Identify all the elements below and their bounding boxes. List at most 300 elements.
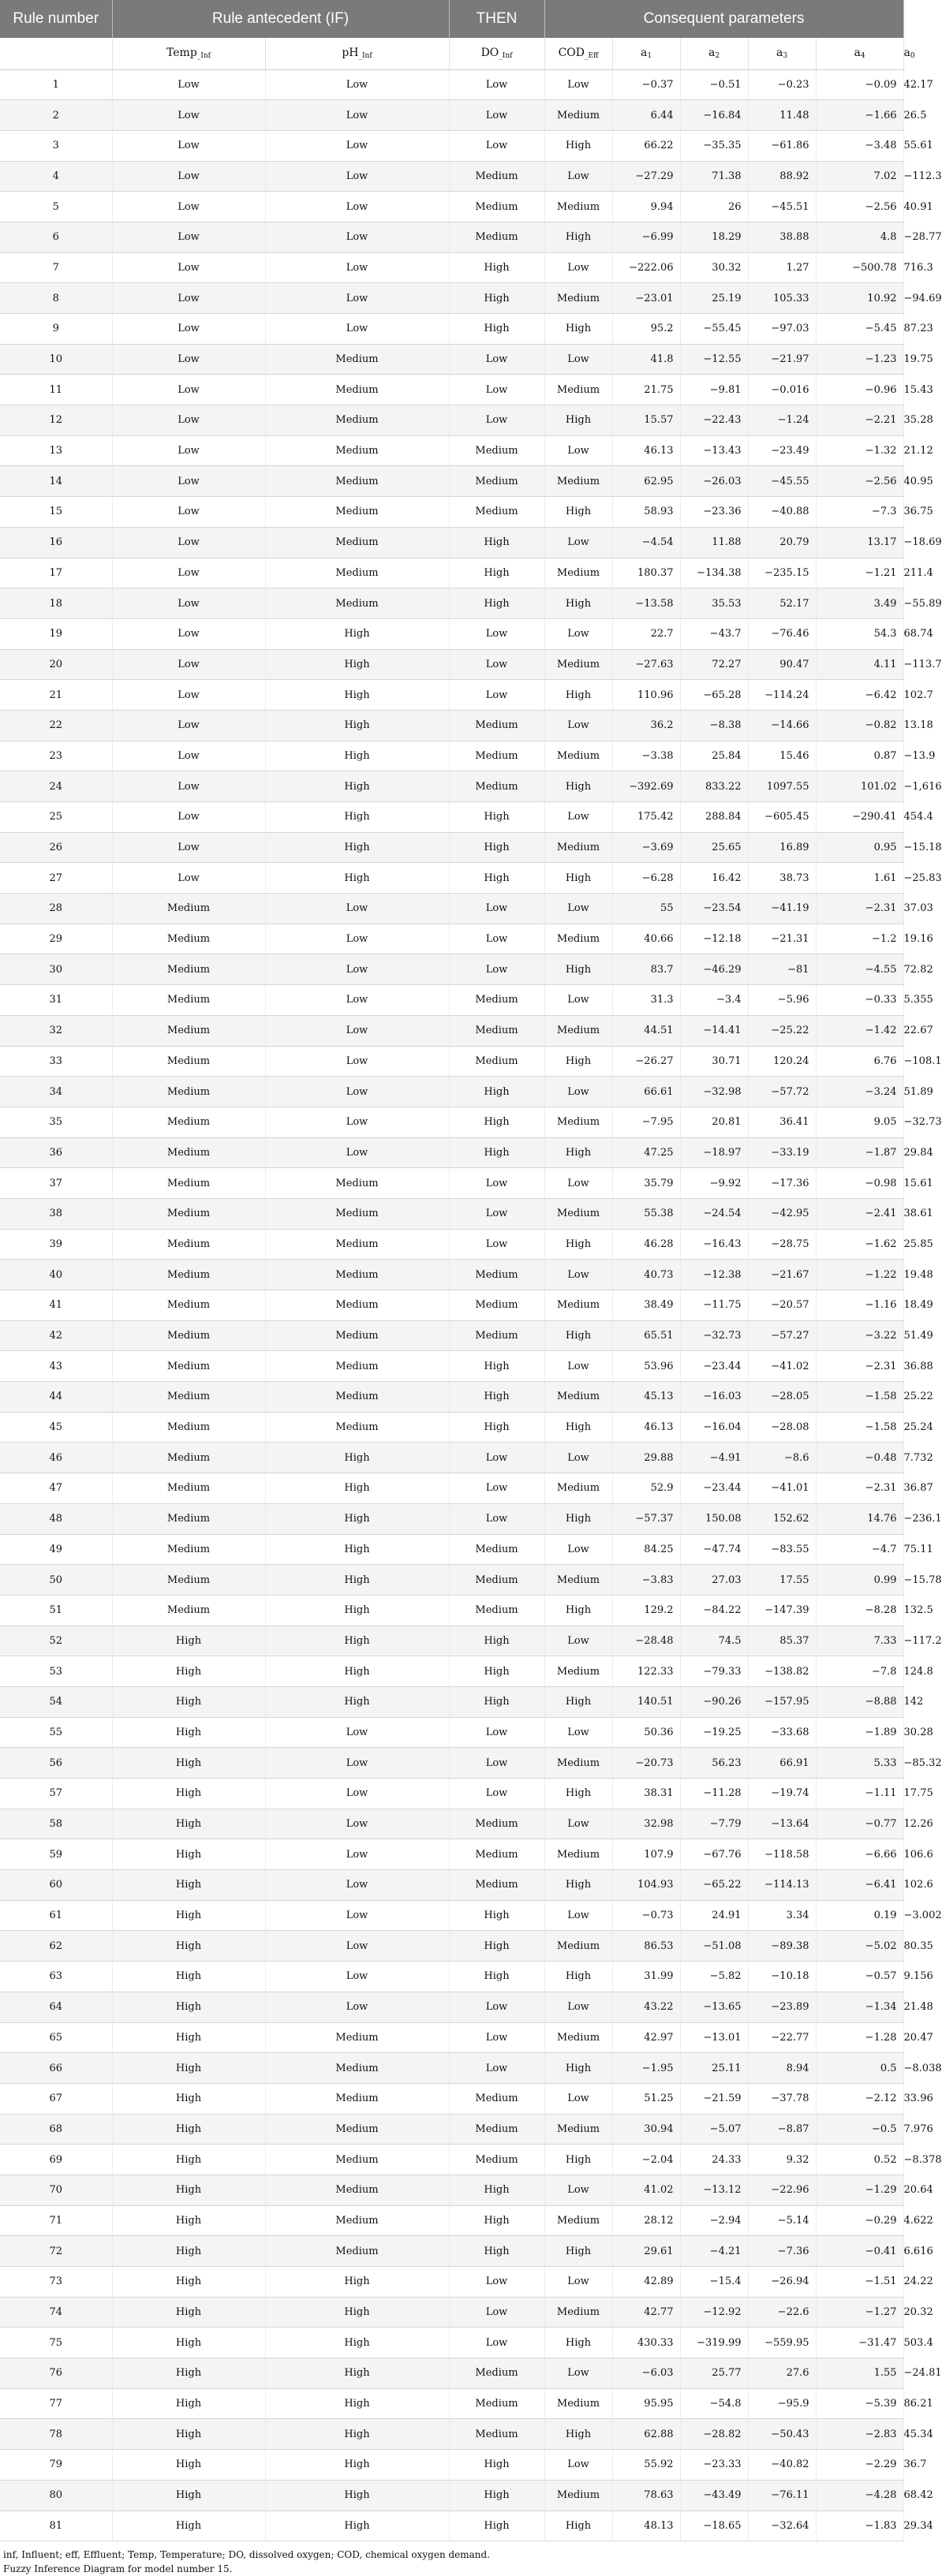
cell-ph: Medium [265, 2145, 449, 2175]
cell-a2: 71.38 [680, 161, 748, 192]
cell-cod: Low [544, 2267, 612, 2298]
footnotes [0, 2541, 903, 2576]
cell-a2: −55.45 [680, 314, 748, 345]
cell-do: Medium [449, 1320, 544, 1351]
cell-cod: Low [544, 1626, 612, 1656]
cell-do: Low [449, 680, 544, 711]
cell-temp: Medium [112, 1473, 265, 1504]
subheader-a2-sub: 2 [715, 52, 720, 61]
table-row: 75 High High Low High 430.33 −319.99 −559.95 −31.47 503.4 [0, 2328, 903, 2358]
cell-a2: −15.4 [680, 2267, 748, 2298]
cell-a3: 36.41 [748, 1107, 816, 1137]
cell-a3: 152.62 [748, 1503, 816, 1534]
cell-a1: 175.42 [612, 802, 680, 833]
cell-a3: −21.67 [748, 1260, 816, 1290]
cell-do: High [449, 1382, 544, 1413]
cell-a3: −147.39 [748, 1595, 816, 1626]
cell-temp: Medium [112, 1534, 265, 1565]
cell-do: Medium [449, 985, 544, 1016]
cell-do: High [449, 1626, 544, 1656]
cell-rule-number: 52 [0, 1626, 112, 1656]
cell-temp: High [112, 1809, 265, 1839]
cell-ph: High [265, 2511, 449, 2541]
table-row: 49 Medium High Medium Low 84.25 −47.74 −83.55 −4.7 75.11 [0, 1534, 903, 1565]
cell-a3: 9.32 [748, 2145, 816, 2175]
table-row: 74 High High Low Medium 42.77 −12.92 −22.6 −1.27 20.32 [0, 2297, 903, 2328]
subheader-cod [544, 38, 612, 69]
cell-a2: −43.49 [680, 2480, 748, 2511]
cell-cod: High [544, 1320, 612, 1351]
cell-cod: High [544, 1229, 612, 1260]
cell-cod: Medium [544, 832, 612, 863]
cell-a3: 52.17 [748, 588, 816, 619]
cell-a2: −5.82 [680, 1962, 748, 1992]
cell-a3: −45.55 [748, 466, 816, 497]
cell-a2: 25.11 [680, 2053, 748, 2084]
cell-cod: Medium [544, 1931, 612, 1962]
cell-a4: −31.47 [816, 2328, 903, 2358]
cell-cod: Low [544, 435, 612, 466]
table-row: 5 Low Low Medium Medium 9.94 26 −45.51 −2.56 40.91 [0, 192, 903, 222]
cell-ph: High [265, 1534, 449, 1565]
cell-ph: Medium [265, 558, 449, 588]
cell-do: Low [449, 894, 544, 924]
cell-a3: −33.19 [748, 1137, 816, 1168]
cell-cod: Low [544, 1717, 612, 1748]
cell-a4: 3.49 [816, 588, 903, 619]
table-row: 10 Low Medium Low Low 41.8 −12.55 −21.97 −1.23 19.75 [0, 344, 903, 375]
cell-a3: 20.79 [748, 527, 816, 558]
cell-temp: Low [112, 466, 265, 497]
cell-a4: −1.21 [816, 558, 903, 588]
table-row: 38 Medium Medium Low Medium 55.38 −24.54 −42.95 −2.41 38.61 [0, 1198, 903, 1229]
cell-a1: −0.73 [612, 1900, 680, 1931]
cell-a3: 8.94 [748, 2053, 816, 2084]
table-row: 72 High Medium High High 29.61 −4.21 −7.36 −0.41 6.616 [0, 2236, 903, 2267]
cell-a3: −22.77 [748, 2022, 816, 2053]
cell-rule-number: 32 [0, 1015, 112, 1046]
subheader-ph-base: pH [342, 47, 359, 60]
table-row: 76 High High Medium Low −6.03 25.77 27.6 1.55 −24.81 [0, 2358, 903, 2389]
cell-a1: 41.02 [612, 2175, 680, 2205]
cell-do: Low [449, 1229, 544, 1260]
cell-a1: 95.95 [612, 2388, 680, 2419]
cell-a1: 35.79 [612, 1168, 680, 1199]
table-row: 45 Medium Medium High High 46.13 −16.04 −28.08 −1.58 25.24 [0, 1412, 903, 1443]
cell-temp: High [112, 2267, 265, 2298]
cell-a2: −9.81 [680, 375, 748, 405]
cell-a3: −235.15 [748, 558, 816, 588]
table-row: 56 High Low Low Medium −20.73 56.23 66.91 5.33 −85.32 [0, 1748, 903, 1779]
cell-a2: −16.43 [680, 1229, 748, 1260]
cell-temp: Low [112, 192, 265, 222]
cell-do: Medium [449, 2114, 544, 2145]
cell-a2: 833.22 [680, 771, 748, 802]
cell-a4: 0.52 [816, 2145, 903, 2175]
cell-a2: −43.7 [680, 618, 748, 649]
cell-cod: Medium [544, 1565, 612, 1596]
cell-a4: 101.02 [816, 771, 903, 802]
table-row: 41 Medium Medium Medium Medium 38.49 −11.75 −20.57 −1.16 18.49 [0, 1290, 903, 1321]
cell-rule-number: 55 [0, 1717, 112, 1748]
cell-ph: Medium [265, 527, 449, 558]
cell-a3: −21.31 [748, 924, 816, 954]
table-row: 60 High Low Medium High 104.93 −65.22 −114.13 −6.41 102.6 [0, 1870, 903, 1901]
cell-do: High [449, 1931, 544, 1962]
cell-do: Low [449, 1168, 544, 1199]
cell-temp: Low [112, 130, 265, 161]
cell-rule-number: 23 [0, 741, 112, 771]
cell-a2: −14.41 [680, 1015, 748, 1046]
cell-ph: Medium [265, 1290, 449, 1321]
cell-ph: High [265, 2267, 449, 2298]
cell-a1: 430.33 [612, 2328, 680, 2358]
cell-a4: 0.87 [816, 741, 903, 771]
cell-a3: −25.22 [748, 1015, 816, 1046]
table-row: 57 High Low Low High 38.31 −11.28 −19.74 −1.11 17.75 [0, 1779, 903, 1809]
cell-ph: High [265, 1595, 449, 1626]
cell-temp: Low [112, 435, 265, 466]
cell-cod: High [544, 130, 612, 161]
cell-a1: 29.61 [612, 2236, 680, 2267]
cell-a3: −32.64 [748, 2511, 816, 2541]
cell-rule-number: 63 [0, 1962, 112, 1992]
cell-ph: Medium [265, 497, 449, 528]
cell-a2: −16.84 [680, 100, 748, 131]
cell-a2: −18.97 [680, 1137, 748, 1168]
cell-a1: 95.2 [612, 314, 680, 345]
cell-rule-number: 4 [0, 161, 112, 192]
cell-ph: High [265, 863, 449, 894]
cell-a3: 15.46 [748, 741, 816, 771]
table-row: 11 Low Medium Low Medium 21.75 −9.81 −0.016 −0.96 15.43 [0, 375, 903, 405]
table-row: 24 Low High Medium High −392.69 833.22 1097.55 101.02 −1,616 [0, 771, 903, 802]
cell-a2: 25.77 [680, 2358, 748, 2389]
cell-temp: Low [112, 558, 265, 588]
cell-a4: −3.22 [816, 1320, 903, 1351]
table-row: 54 High High High High 140.51 −90.26 −157.95 −8.88 142 [0, 1686, 903, 1717]
table-row: 80 High High High Medium 78.63 −43.49 −76.11 −4.28 68.42 [0, 2480, 903, 2511]
table-row: 12 Low Medium Low High 15.57 −22.43 −1.24 −2.21 35.28 [0, 405, 903, 436]
cell-do: Medium [449, 497, 544, 528]
cell-a1: 48.13 [612, 2511, 680, 2541]
cell-a1: −6.28 [612, 863, 680, 894]
subheader-a3-base: a [776, 47, 783, 60]
table-row: 6 Low Low Medium High −6.99 18.29 38.88 4.8 −28.77 [0, 222, 903, 252]
table-row: 43 Medium Medium High Low 53.96 −23.44 −41.02 −2.31 36.88 [0, 1351, 903, 1382]
cell-a1: −222.06 [612, 252, 680, 283]
cell-ph: High [265, 802, 449, 833]
cell-a2: −67.76 [680, 1839, 748, 1870]
cell-a1: 38.31 [612, 1779, 680, 1809]
cell-ph: Low [265, 1717, 449, 1748]
cell-temp: Medium [112, 954, 265, 985]
cell-rule-number: 81 [0, 2511, 112, 2541]
header-then: THEN [449, 0, 544, 38]
table-row: 63 High Low High High 31.99 −5.82 −10.18 −0.57 9.156 [0, 1962, 903, 1992]
cell-do: Low [449, 375, 544, 405]
cell-a4: −2.31 [816, 1351, 903, 1382]
cell-temp: High [112, 2511, 265, 2541]
cell-do: Medium [449, 192, 544, 222]
cell-ph: Low [265, 1137, 449, 1168]
cell-do: Medium [449, 1839, 544, 1870]
cell-a4: −6.41 [816, 1870, 903, 1901]
cell-rule-number: 14 [0, 466, 112, 497]
cell-a4: −4.28 [816, 2480, 903, 2511]
cell-a4: −1.28 [816, 2022, 903, 2053]
cell-a2: −21.59 [680, 2083, 748, 2114]
cell-a3: −118.58 [748, 1839, 816, 1870]
cell-a1: 40.73 [612, 1260, 680, 1290]
table-row: 78 High High Medium High 62.88 −28.82 −50.43 −2.83 45.34 [0, 2419, 903, 2450]
cell-ph: Low [265, 924, 449, 954]
cell-a4: −4.7 [816, 1534, 903, 1565]
cell-cod: Low [544, 1534, 612, 1565]
cell-a3: −0.23 [748, 69, 816, 100]
cell-rule-number: 3 [0, 130, 112, 161]
cell-rule-number: 16 [0, 527, 112, 558]
cell-ph: Medium [265, 1320, 449, 1351]
cell-rule-number: 13 [0, 435, 112, 466]
cell-a2: −23.54 [680, 894, 748, 924]
cell-rule-number: 22 [0, 710, 112, 741]
cell-ph: High [265, 2419, 449, 2450]
table-row: 19 Low High Low Low 22.7 −43.7 −76.46 54.3 68.74 [0, 618, 903, 649]
cell-do: High [449, 832, 544, 863]
cell-temp: Low [112, 100, 265, 131]
cell-temp: Low [112, 405, 265, 436]
cell-a3: −8.6 [748, 1443, 816, 1473]
cell-a1: 110.96 [612, 680, 680, 711]
cell-a1: 122.33 [612, 1656, 680, 1687]
cell-temp: High [112, 2328, 265, 2358]
cell-temp: High [112, 2114, 265, 2145]
subheader-a1-base: a [640, 47, 648, 60]
cell-temp: Medium [112, 1595, 265, 1626]
cell-a1: 66.61 [612, 1077, 680, 1107]
cell-do: Medium [449, 1534, 544, 1565]
table-row: 37 Medium Medium Low Low 35.79 −9.92 −17.36 −0.98 15.61 [0, 1168, 903, 1199]
cell-temp: Medium [112, 1015, 265, 1046]
table-row: 69 High Medium Medium High −2.04 24.33 9.32 0.52 −8.378 [0, 2145, 903, 2175]
cell-temp: High [112, 1962, 265, 1992]
cell-a4: −2.56 [816, 466, 903, 497]
cell-a4: −1.34 [816, 1992, 903, 2022]
cell-a4: −2.31 [816, 894, 903, 924]
cell-do: High [449, 2205, 544, 2236]
cell-temp: High [112, 2358, 265, 2389]
cell-a3: 11.48 [748, 100, 816, 131]
cell-a3: −559.95 [748, 2328, 816, 2358]
cell-a3: 85.37 [748, 1626, 816, 1656]
cell-a1: −6.03 [612, 2358, 680, 2389]
cell-do: Low [449, 1992, 544, 2022]
cell-do: Low [449, 618, 544, 649]
cell-cod: High [544, 2511, 612, 2541]
cell-ph: High [265, 771, 449, 802]
cell-cod: Medium [544, 649, 612, 680]
cell-cod: High [544, 1503, 612, 1534]
cell-rule-number: 5 [0, 192, 112, 222]
subheader-do-sub: _Inf [499, 52, 513, 61]
cell-a1: −28.48 [612, 1626, 680, 1656]
cell-cod: Medium [544, 1198, 612, 1229]
cell-a2: 30.71 [680, 1046, 748, 1077]
cell-a3: −40.82 [748, 2450, 816, 2481]
cell-temp: High [112, 1686, 265, 1717]
cell-a4: 0.95 [816, 832, 903, 863]
cell-a2: 30.32 [680, 252, 748, 283]
cell-cod: Low [544, 2358, 612, 2389]
cell-do: Medium [449, 1595, 544, 1626]
cell-a2: −13.12 [680, 2175, 748, 2205]
cell-rule-number: 31 [0, 985, 112, 1016]
cell-a2: −51.08 [680, 1931, 748, 1962]
table-row: 34 Medium Low High Low 66.61 −32.98 −57.72 −3.24 51.89 [0, 1077, 903, 1107]
table-row: 68 High Medium Medium Medium 30.94 −5.07 −8.87 −0.5 7.976 [0, 2114, 903, 2145]
cell-cod: Medium [544, 466, 612, 497]
table-row: 52 High High High Low −28.48 74.5 85.37 7.33 −117.2 [0, 1626, 903, 1656]
cell-do: High [449, 2236, 544, 2267]
cell-cod: Low [544, 252, 612, 283]
cell-ph: Low [265, 1931, 449, 1962]
cell-a4: 1.55 [816, 2358, 903, 2389]
cell-a1: 51.25 [612, 2083, 680, 2114]
cell-rule-number: 78 [0, 2419, 112, 2450]
cell-rule-number: 43 [0, 1351, 112, 1382]
cell-temp: Medium [112, 1260, 265, 1290]
cell-ph: Medium [265, 2053, 449, 2084]
cell-rule-number: 68 [0, 2114, 112, 2145]
cell-do: High [449, 1686, 544, 1717]
cell-a1: 43.22 [612, 1992, 680, 2022]
cell-a4: 10.92 [816, 283, 903, 314]
cell-ph: Low [265, 1748, 449, 1779]
table-row: 35 Medium Low High Medium −7.95 20.81 36.41 9.05 −32.73 [0, 1107, 903, 1137]
cell-do: High [449, 588, 544, 619]
cell-ph: Medium [265, 2175, 449, 2205]
cell-rule-number: 30 [0, 954, 112, 985]
cell-temp: Medium [112, 1046, 265, 1077]
cell-temp: High [112, 1748, 265, 1779]
table-row: 33 Medium Low Medium High −26.27 30.71 120.24 6.76 −108.1 [0, 1046, 903, 1077]
cell-a2: −319.99 [680, 2328, 748, 2358]
cell-a4: −8.28 [816, 1595, 903, 1626]
cell-a4: −6.66 [816, 1839, 903, 1870]
cell-do: Medium [449, 2083, 544, 2114]
cell-do: Medium [449, 1046, 544, 1077]
cell-temp: High [112, 2419, 265, 2450]
cell-a1: 41.8 [612, 344, 680, 375]
cell-a1: 30.94 [612, 2114, 680, 2145]
cell-a3: 16.89 [748, 832, 816, 863]
cell-rule-number: 15 [0, 497, 112, 528]
cell-a1: 42.89 [612, 2267, 680, 2298]
cell-ph: Low [265, 894, 449, 924]
cell-a1: 47.25 [612, 1137, 680, 1168]
cell-a3: −22.6 [748, 2297, 816, 2328]
table-subheader-row [0, 38, 903, 69]
cell-cod: Medium [544, 1656, 612, 1687]
cell-a1: 78.63 [612, 2480, 680, 2511]
cell-a4: −2.21 [816, 405, 903, 436]
table-row: 50 Medium High Medium Medium −3.83 27.03 17.55 0.99 −15.78 [0, 1565, 903, 1596]
cell-a1: 46.13 [612, 1412, 680, 1443]
table-row: 62 High Low High Medium 86.53 −51.08 −89.38 −5.02 80.35 [0, 1931, 903, 1962]
cell-a3: −81 [748, 954, 816, 985]
cell-do: Low [449, 69, 544, 100]
cell-a1: −27.29 [612, 161, 680, 192]
cell-temp: Medium [112, 1382, 265, 1413]
cell-a4: −8.88 [816, 1686, 903, 1717]
cell-rule-number: 60 [0, 1870, 112, 1901]
cell-a2: −46.29 [680, 954, 748, 985]
cell-do: High [449, 1900, 544, 1931]
cell-cod: Low [544, 802, 612, 833]
table-body [0, 69, 942, 2541]
cell-temp: Medium [112, 1565, 265, 1596]
cell-a2: −22.43 [680, 405, 748, 436]
cell-a3: −21.97 [748, 344, 816, 375]
cell-temp: Medium [112, 1290, 265, 1321]
cell-temp: Medium [112, 1077, 265, 1107]
cell-cod: High [544, 1412, 612, 1443]
cell-a2: −11.75 [680, 1290, 748, 1321]
cell-rule-number: 67 [0, 2083, 112, 2114]
subheader-a0-sub: 0 [910, 52, 915, 61]
cell-a2: 74.5 [680, 1626, 748, 1656]
cell-a1: 32.98 [612, 1809, 680, 1839]
cell-a1: 58.93 [612, 497, 680, 528]
cell-cod: Medium [544, 741, 612, 771]
cell-temp: Medium [112, 924, 265, 954]
cell-temp: Medium [112, 1137, 265, 1168]
cell-a2: −4.91 [680, 1443, 748, 1473]
cell-a1: 62.95 [612, 466, 680, 497]
table-row: 21 Low High Low High 110.96 −65.28 −114.24 −6.42 102.7 [0, 680, 903, 711]
cell-rule-number: 27 [0, 863, 112, 894]
cell-a1: 84.25 [612, 1534, 680, 1565]
cell-ph: Medium [265, 588, 449, 619]
cell-a2: 26 [680, 192, 748, 222]
cell-ph: Medium [265, 435, 449, 466]
cell-a2: −16.04 [680, 1412, 748, 1443]
cell-ph: Medium [265, 1351, 449, 1382]
cell-a2: 25.84 [680, 741, 748, 771]
cell-a1: 53.96 [612, 1351, 680, 1382]
cell-do: Low [449, 2297, 544, 2328]
cell-a3: −40.88 [748, 497, 816, 528]
cell-rule-number: 42 [0, 1320, 112, 1351]
cell-a3: −19.74 [748, 1779, 816, 1809]
cell-rule-number: 19 [0, 618, 112, 649]
subheader-a2 [680, 38, 748, 69]
cell-do: Low [449, 1443, 544, 1473]
cell-temp: Low [112, 222, 265, 252]
cell-cod: Medium [544, 2205, 612, 2236]
cell-temp: Low [112, 252, 265, 283]
cell-rule-number: 65 [0, 2022, 112, 2053]
cell-a3: −5.14 [748, 2205, 816, 2236]
cell-rule-number: 41 [0, 1290, 112, 1321]
cell-a2: −9.92 [680, 1168, 748, 1199]
cell-a4: −1.2 [816, 924, 903, 954]
cell-a3: −97.03 [748, 314, 816, 345]
subheader-do-base: DO [480, 47, 499, 60]
cell-a1: 28.12 [612, 2205, 680, 2236]
subheader-temp-sub: _Inf [196, 52, 211, 61]
